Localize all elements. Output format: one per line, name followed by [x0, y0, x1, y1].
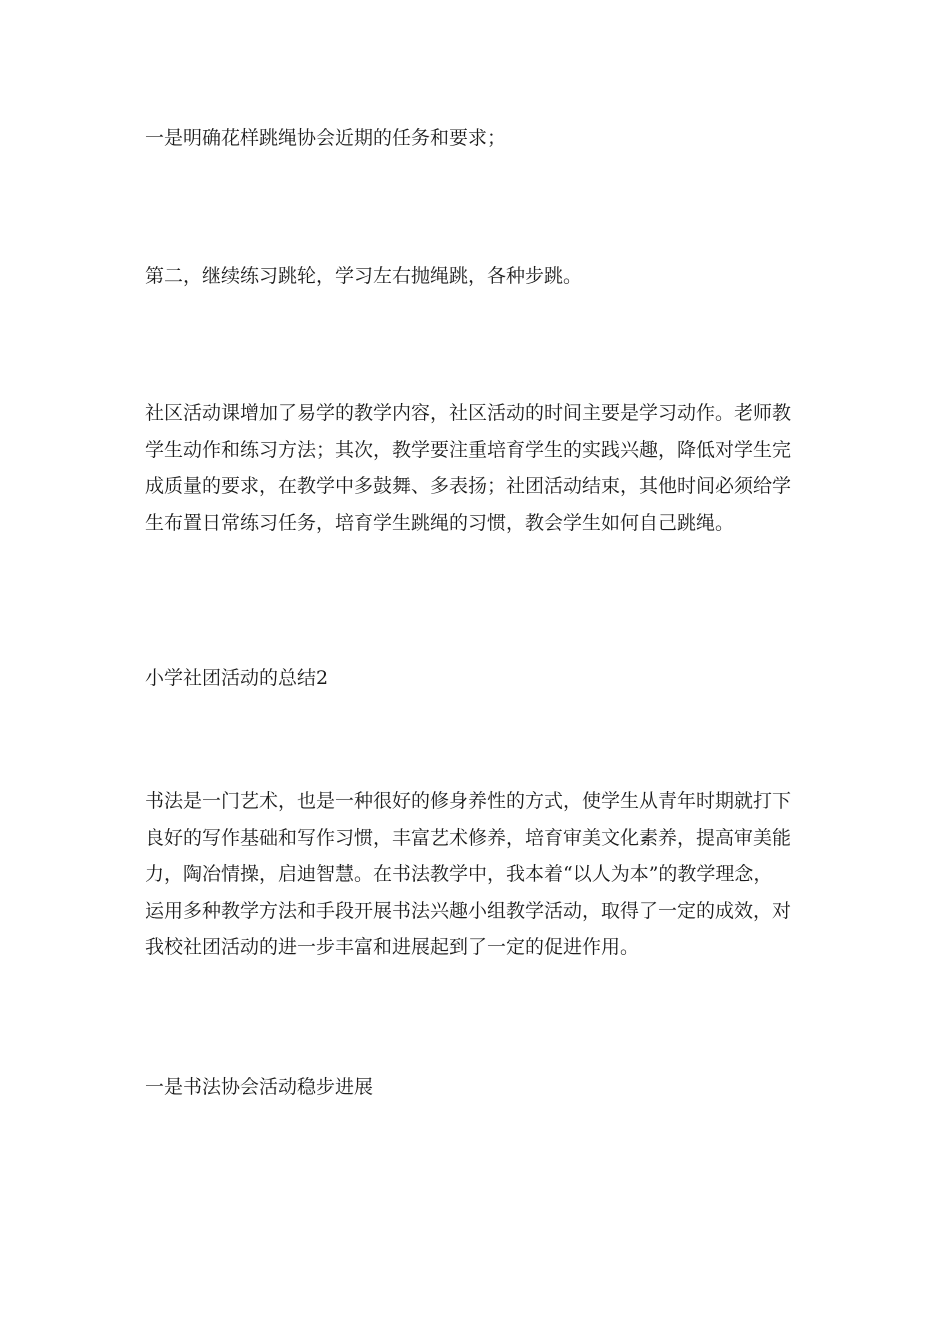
text-line: 力，陶冶情操，启迪智慧。在书法教学中，我本着“以人为本”的教学理念， — [145, 863, 773, 885]
text-line: 良好的写作基础和写作习惯，丰富艺术修养，培育审美文化素养，提高审美能 — [145, 826, 792, 849]
text-line: 一是明确花样跳绳协会近期的任务和要求； — [145, 127, 507, 149]
paragraph-task-requirements — [145, 120, 805, 157]
text-line: 成质量的要求，在教学中多鼓舞、多表扬；社团活动结束，其他时间必须给学 — [145, 475, 792, 497]
text-line: 我校社团活动的进一步丰富和进展起到了一定的促进作用。 — [145, 936, 640, 958]
text-line: 书法是一门艺术，也是一种很好的修身养性的方式，使学生从青年时期就打下 — [145, 790, 792, 812]
text-line: 第二，继续练习跳轮，学习左右抛绳跳，各种步跳。 — [145, 265, 583, 287]
text-line: 一是书法协会活动稳步进展 — [145, 1076, 374, 1098]
paragraph-second-practice — [145, 258, 805, 295]
paragraph-calligraphy-progress — [145, 1069, 805, 1106]
section-heading — [145, 660, 805, 697]
heading-text: 小学社团活动的总结2 — [145, 667, 329, 689]
paragraph-community-activity — [145, 395, 805, 541]
text-line: 运用多种教学方法和手段开展书法兴趣小组教学活动，取得了一定的成效，对 — [145, 899, 792, 922]
text-line: 社区活动课增加了易学的教学内容，社区活动的时间主要是学习动作。老师教 — [145, 402, 792, 424]
text-line: 生布置日常练习任务，培育学生跳绳的习惯，教会学生如何自己跳绳。 — [145, 511, 735, 534]
paragraph-calligraphy — [145, 783, 805, 966]
text-line: 学生动作和练习方法；其次，教学要注重培育学生的实践兴趣，降低对学生完 — [145, 438, 792, 461]
